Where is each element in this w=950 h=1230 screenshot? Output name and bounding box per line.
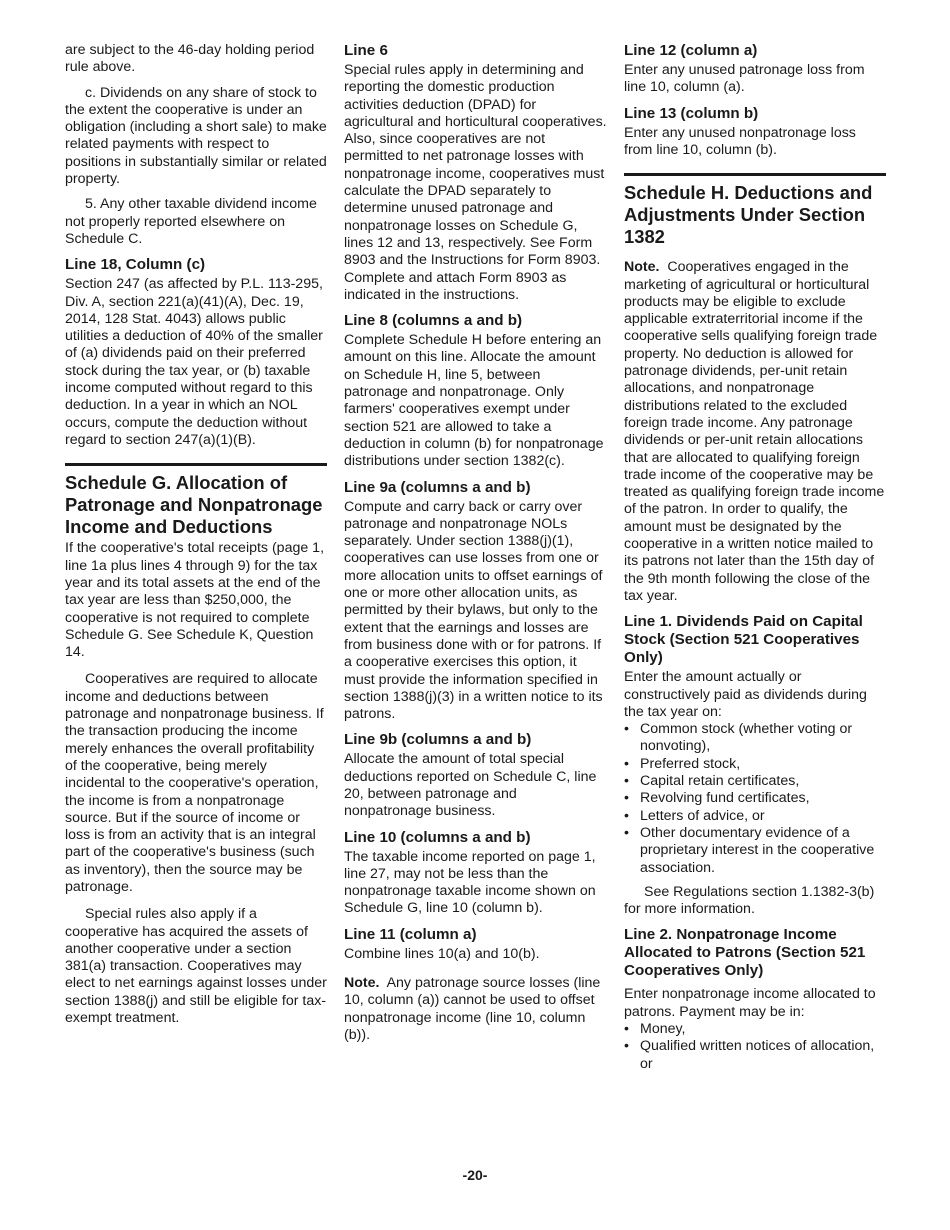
heading-schedule-h-line-2: Line 2. Nonpatronage Income Allocated to Patrons (Section 521 Cooperatives Only) — [624, 926, 866, 980]
paragraph-line-9b: Allocate the amount of total special deductions reported on Schedule C, line 20, between patronage and nonpatronage business. — [344, 751, 597, 820]
heading-schedule-g: Schedule G. Allocation of Patronage and Nonpatronage Income and Deductions — [65, 472, 323, 537]
list-item: • Capital retain certificates, — [624, 773, 886, 790]
paragraph-item-5: 5. Any other taxable dividend income not properly reported elsewhere on Schedule C. — [65, 196, 317, 247]
line-2-bullet-list — [624, 1021, 886, 1073]
paragraph-line-10: The taxable income reported on page 1, line 27, may not be less than the nonpatronage taxable income shown on Schedule G, line 10 (column b). — [344, 848, 596, 917]
column-left — [65, 42, 327, 1035]
paragraph-schedule-g-2: Cooperatives are required to allocate income and deductions between patronage and nonpatronage business. If the transaction producing the income merely enhances the overall profitability of the cooperative, being merely incidental to the cooperative's operation, the income is from a nonpatronage source. But if the source of income or loss is from an activity that is an integral part of the cooperative's business (such as inventory), then the source may be patronage. — [65, 671, 324, 895]
paragraph-line-1-see-regulations: See Regulations section 1.1382-3(b) for more information. — [624, 883, 875, 918]
heading-line-6: Line 6 — [344, 42, 388, 59]
note-paragraph — [344, 975, 608, 1044]
heading-line-12: Line 12 (column a) — [624, 42, 758, 59]
section-divider — [65, 463, 327, 466]
heading-line-13: Line 13 (column b) — [624, 104, 759, 122]
heading-schedule-h: Schedule H. Deductions and Adjustments Under Section 1382 — [624, 182, 873, 247]
schedule-h-note-text: Cooperatives engaged in the marketing of agricultural or horticultural products may be eligible to exclude applicable extraterritorial income if the cooperative sells qualifying foreign trade property. No deduction is allowed for patronage dividends, per-unit retain allocations, and nonpatronage distributions related to the excluded foreign trade income. Any patronage dividends or per-unit retain allocations that are allocated to qualifying foreign trade income of the cooperative may be treated as qualifying foreign trade income of the patron. In order to qualify, the amount must be designated by the cooperative in a written notice mailed to its patrons not later than the 15th day of the 9th month following the close of the tax year. — [624, 259, 885, 604]
schedule-h-note-label: Note. — [624, 259, 660, 276]
paragraph-line-12: Enter any unused patronage loss from line 10, column (a). — [624, 62, 865, 96]
schedule-h-note — [624, 259, 886, 605]
paragraph-line-13: Enter any unused nonpatronage loss from line 10, column (b). — [624, 124, 856, 158]
heading-line-11: Line 11 (column a) — [344, 925, 477, 943]
paragraph-schedule-g-1: If the cooperative's total receipts (page 1, line 1a plus lines 4 through 9) for the tax year and its total assets at the end of the tax year are less than $250,000, the cooperative is not required to complete Schedule G. See Schedule K, Question 14. — [65, 540, 325, 661]
heading-line-9b: Line 9b (columns a and b) — [344, 731, 532, 749]
line-1-bullet-list — [624, 721, 886, 877]
column-middle — [344, 42, 608, 1052]
paragraph-schedule-g-3: Special rules also apply if a cooperative has acquired the assets of another cooperative under a section 381(a) transaction. Cooperatives may elect to net earnings against losses under section 1388(j) and still be eligible for tax-exempt treatment. — [65, 906, 327, 1027]
page-number: -20- — [462, 1167, 488, 1183]
paragraph-line-2-intro: Enter nonpatronage income allocated to patrons. Payment may be in: — [624, 986, 876, 1020]
note-label: Note. — [344, 975, 380, 992]
paragraph-line-8: Complete Schedule H before entering an amount on this line. Allocate the amount on Schedule H, line 5, between patronage and nonpatronage. Only farmers' cooperatives exempt under section 521 are allowed to take a deduction in column (b) for nonpatronage distributions under section 1382(c). — [344, 332, 604, 470]
paragraph-item-c: c. Dividends on any share of stock to the extent the cooperative is under an obligation (including a short sale) to make related payments with respect to positions in substantially similar or related property. — [65, 84, 327, 188]
heading-line-18: Line 18, Column (c) — [65, 256, 206, 274]
list-item: • Letters of advice, or — [624, 808, 886, 825]
paragraph-holding-period: are subject to the 46-day holding period rule above. — [65, 42, 315, 76]
paragraph-line-9a: Compute and carry back or carry over patronage and nonpatronage NOLs separately. Under section 1388(j)(1), cooperatives can use losses from one or more allocation units to offset earnings of one or more other allocation units, as permitted by their bylaws, but only to the extent that the earnings and losses are from business done with or for patrons. If a cooperative exercises this option, it must provide the information specified in section 1388(j)(3) in a written notice to its patrons. — [344, 498, 603, 723]
list-item: • Preferred stock, — [624, 756, 886, 773]
paragraph-line-1-intro: Enter the amount actually or constructively paid as dividends during the tax year on: — [624, 669, 867, 720]
column-right — [624, 42, 886, 1080]
list-item: • Qualified written notices of allocation, or — [624, 1038, 886, 1073]
heading-line-10: Line 10 (columns a and b) — [344, 828, 531, 846]
heading-schedule-h-line-1: Line 1. Dividends Paid on Capital Stock (Section 521 Cooperatives Only) — [624, 613, 863, 667]
note-text: Any patronage source losses (line 10, column (a)) cannot be used to offset nonpatronage income (line 10, column (b)). — [344, 975, 601, 1043]
paragraph-line-6: Special rules apply in determining and reporting the domestic production activities deduction (DPAD) for agricultural and horticultural cooperatives. Also, since cooperatives are not permitted to net patronage losses with nonpatronage income, cooperatives must calculate the DPAD separately to determine unused patronage and nonpatronage losses on Schedule G, lines 12 and 13, respectively. See Form 8903 and the Instructions for Form 8903. Complete and attach Form 8903 as indicated in the instructions. — [344, 62, 607, 303]
heading-line-8: Line 8 (columns a and b) — [344, 312, 523, 330]
section-divider — [624, 173, 886, 176]
paragraph-line-11: Combine lines 10(a) and 10(b). — [344, 945, 540, 962]
list-item: • Revolving fund certificates, — [624, 790, 886, 807]
paragraph-line-18: Section 247 (as affected by P.L. 113-295, Div. A, section 221(a)(41)(A), Dec. 19, 2014, 128 Stat. 4043) allows public utilities a deduction of 40% of the smaller of (a) dividends paid on their preferred stock during the tax year, or (b) taxable income computed without regard to this deduction. In a year in which an NOL occurs, compute the deduction without regard to section 247(a)(1)(B). — [65, 276, 323, 448]
list-item: • Money, — [624, 1021, 886, 1038]
heading-line-9a: Line 9a (columns a and b) — [344, 478, 531, 496]
list-item: • Common stock (whether voting or nonvoting), — [624, 721, 886, 756]
list-item: • Other documentary evidence of a proprietary interest in the cooperative association. — [624, 825, 886, 877]
